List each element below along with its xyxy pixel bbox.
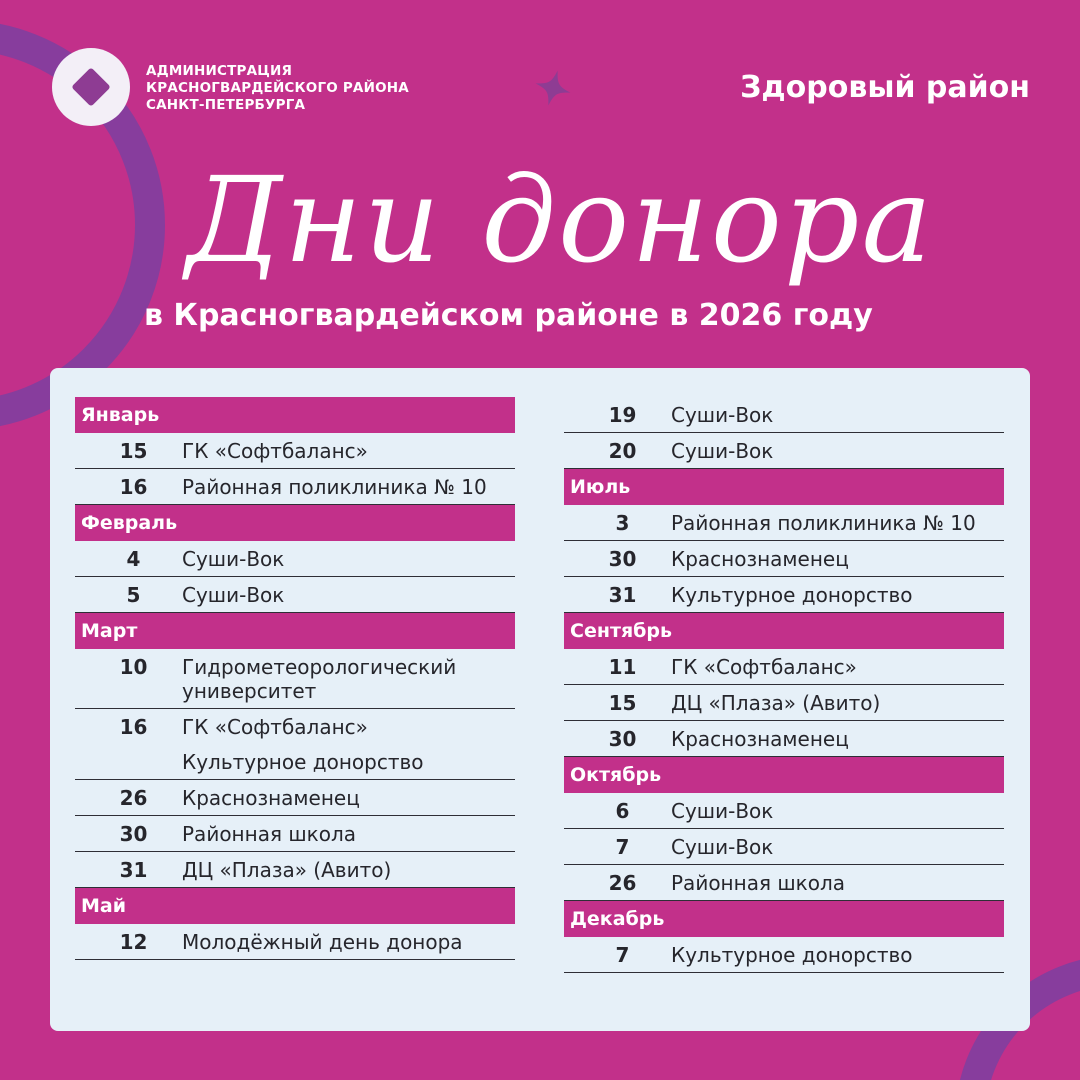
schedule-entry	[75, 649, 515, 709]
entry-place: ДЦ «Плаза» (Авито)	[671, 691, 881, 715]
schedule-entry	[564, 649, 1004, 685]
entry-day: 30	[608, 727, 637, 751]
schedule-entry	[75, 433, 515, 469]
entry-place: Суши-Вок	[671, 799, 774, 823]
schedule-entry	[75, 852, 515, 888]
entry-day: 30	[119, 822, 148, 846]
entry-place: Краснознаменец	[671, 727, 849, 751]
entry-day: 7	[615, 943, 630, 967]
star-sparkle	[531, 66, 575, 110]
entry-day: 5	[126, 583, 141, 607]
page-subtitle: в Красногвардейском районе в 2026 году	[144, 298, 873, 333]
schedule-column-left	[75, 397, 515, 960]
entry-day: 19	[608, 403, 637, 427]
entry-day: 4	[126, 547, 141, 571]
schedule-entry	[564, 541, 1004, 577]
entry-place: Краснознаменец	[671, 547, 849, 571]
schedule-entry	[564, 685, 1004, 721]
entry-place: Районная поликлиника № 10	[671, 511, 976, 535]
schedule-entry	[75, 469, 515, 505]
entry-day: 20	[608, 439, 637, 463]
entry-place: ГК «Софтбаланс»	[182, 715, 368, 739]
org-name-line: САНКТ-ПЕТЕРБУРГА	[146, 97, 306, 113]
schedule-entry	[564, 793, 1004, 829]
entry-place: ДЦ «Плаза» (Авито)	[182, 858, 392, 882]
schedule-entry	[75, 709, 515, 744]
schedule-column-right	[564, 397, 1004, 973]
entry-day: 11	[608, 655, 637, 679]
project-title: Здоровый район	[740, 70, 1030, 105]
schedule-entry	[564, 577, 1004, 613]
entry-place: Суши-Вок	[671, 439, 774, 463]
schedule-entry	[75, 541, 515, 577]
entry-day: 3	[615, 511, 630, 535]
entry-place: Краснознаменец	[182, 786, 360, 810]
entry-place: Молодёжный день донора	[182, 930, 463, 954]
month-header: Июль	[564, 469, 1004, 505]
month-header: Май	[75, 888, 515, 924]
entry-day: 10	[119, 655, 148, 679]
month-header: Сентябрь	[564, 613, 1004, 649]
org-name-line: АДМИНИСТРАЦИЯ	[146, 63, 293, 79]
schedule-entry	[564, 937, 1004, 973]
schedule-entry	[564, 721, 1004, 757]
entry-day: 16	[119, 475, 148, 499]
entry-day: 26	[119, 786, 148, 810]
entry-day: 30	[608, 547, 637, 571]
month-header: Март	[75, 613, 515, 649]
schedule-panel	[50, 368, 1030, 1031]
entry-place: Суши-Вок	[182, 583, 285, 607]
entry-day: 16	[119, 715, 148, 739]
schedule-entry	[75, 744, 515, 780]
entry-place: Районная школа	[182, 822, 357, 846]
schedule-entry	[75, 780, 515, 816]
entry-day: 15	[119, 439, 148, 463]
entry-place: Суши-Вок	[671, 835, 774, 859]
entry-place: ГК «Софтбаланс»	[671, 655, 857, 679]
entry-place: ГК «Софтбаланс»	[182, 439, 368, 463]
page-title: Дни донора	[186, 151, 934, 289]
entry-day	[75, 750, 162, 774]
entry-place: Культурное донорство	[671, 583, 913, 607]
schedule-entry	[564, 397, 1004, 433]
schedule-entry	[564, 505, 1004, 541]
schedule-entry	[75, 816, 515, 852]
entry-place: Районная школа	[671, 871, 846, 895]
logo	[52, 48, 130, 126]
schedule-entry	[75, 924, 515, 960]
entry-place: Суши-Вок	[182, 547, 285, 571]
org-name-line: КРАСНОГВАРДЕЙСКОГО РАЙОНА	[146, 80, 409, 96]
entry-day: 15	[608, 691, 637, 715]
month-header: Декабрь	[564, 901, 1004, 937]
schedule-entry	[564, 433, 1004, 469]
schedule-entry	[75, 577, 515, 613]
month-header: Октябрь	[564, 757, 1004, 793]
month-header: Февраль	[75, 505, 515, 541]
entry-day: 7	[615, 835, 630, 859]
entry-day: 12	[119, 930, 148, 954]
entry-day: 6	[615, 799, 630, 823]
month-header: Январь	[75, 397, 515, 433]
schedule-entry	[564, 829, 1004, 865]
entry-place: Районная поликлиника № 10	[182, 475, 487, 499]
entry-day: 31	[119, 858, 148, 882]
entry-place: Культурное донорство	[671, 943, 913, 967]
schedule-entry	[564, 865, 1004, 901]
entry-day: 26	[608, 871, 637, 895]
entry-place: Суши-Вок	[671, 403, 774, 427]
entry-day: 31	[608, 583, 637, 607]
entry-place: Гидрометеорологический университет	[182, 655, 457, 703]
logo-diamond-icon	[71, 67, 111, 107]
organization-name	[146, 63, 409, 114]
entry-place: Культурное донорство	[182, 750, 424, 774]
